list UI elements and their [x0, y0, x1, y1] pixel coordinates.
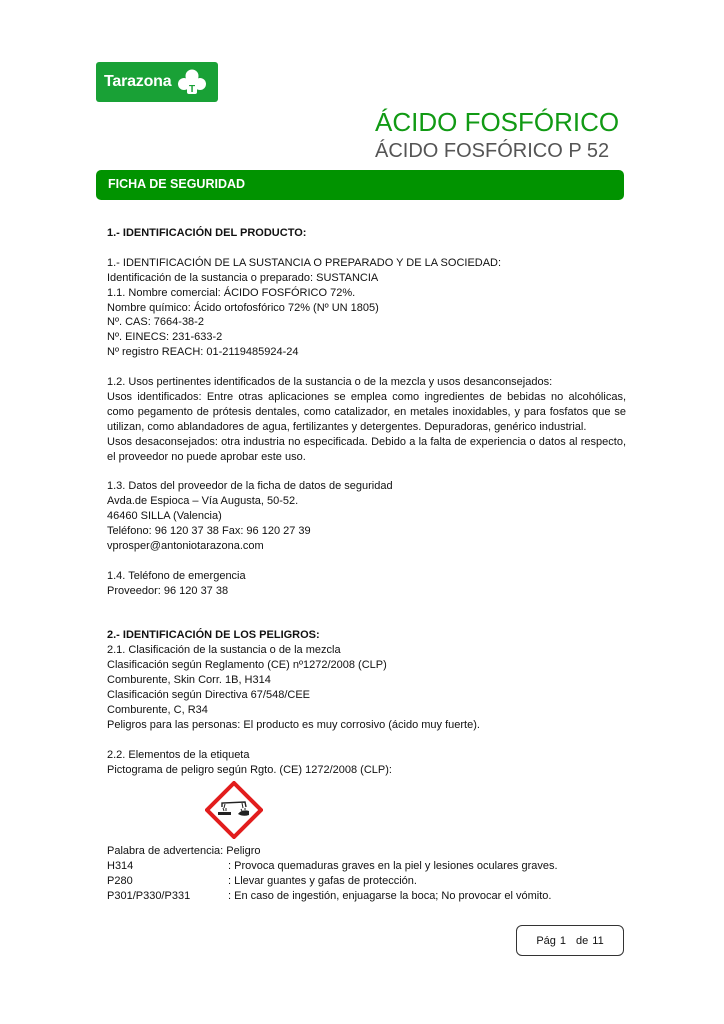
- logo-mark-letter: T: [189, 84, 196, 95]
- statement-text: : Provoca quemaduras graves en la piel y lesiones oculares graves.: [228, 860, 558, 873]
- page-label: Pág: [536, 934, 556, 947]
- statement-text: : Llevar guantes y gafas de protección.: [228, 875, 417, 888]
- section-banner: [96, 170, 624, 200]
- supplier-email: vprosper@antoniotarazona.com: [107, 539, 264, 552]
- class-line: Clasificación según Directiva 67/548/CEE: [107, 689, 310, 701]
- tarazona-logo: [96, 62, 218, 102]
- statement-code: P301/P330/P331: [107, 890, 191, 903]
- supplier-line: 46460 SILLA (Valencia): [107, 510, 222, 523]
- supplier-line: Avda.de Espioca – Vía Augusta, 50-52.: [107, 495, 299, 508]
- id-line: Identificación de la sustancia o preparado: SUSTANCIA: [107, 271, 379, 284]
- supplier-line: Teléfono: 96 120 37 38 Fax: 96 120 27 39: [107, 525, 311, 538]
- identification-block: [107, 256, 626, 360]
- id-line: Nombre químico: Ácido ortofosfórico 72% (Nº UN 1805): [107, 301, 379, 314]
- statement-code: H314: [107, 860, 134, 873]
- supplier-block: [107, 479, 626, 554]
- page-indicator: [516, 925, 624, 956]
- id-line: 1.- IDENTIFICACIÓN DE LA SUSTANCIA O PREPARADO Y DE LA SOCIEDAD:: [107, 256, 502, 269]
- label-line: 2.2. Elementos de la etiqueta: [107, 748, 250, 761]
- uses-heading: 1.2. Usos pertinentes identificados de la sustancia o de la mezcla y usos desanconsejados:: [107, 376, 553, 389]
- supplier-line: 1.3. Datos del proveedor de la ficha de datos de seguridad: [107, 480, 393, 493]
- page-subtitle: ÁCIDO FOSFÓRICO P 52: [375, 140, 610, 162]
- class-line: Comburente, C, R34: [107, 703, 208, 716]
- emergency-block: [107, 569, 626, 599]
- class-line: Peligros para las personas: El producto es muy corrosivo (ácido muy fuerte).: [107, 718, 480, 731]
- statement-row: [107, 859, 626, 874]
- signal-word: Palabra de advertencia: Peligro: [107, 845, 261, 858]
- banner-label: FICHA DE SEGURIDAD: [108, 177, 246, 191]
- class-line: 2.1. Clasificación de la sustancia o de la mezcla: [107, 644, 341, 657]
- classification-block: [107, 643, 626, 732]
- class-line: Clasificación según Reglamento (CE) nº1272/2008 (CLP): [107, 659, 387, 672]
- emergency-line: 1.4. Teléfono de emergencia: [107, 569, 246, 582]
- section1-heading: 1.- IDENTIFICACIÓN DEL PRODUCTO:: [107, 227, 307, 239]
- tree-logo-icon: [177, 67, 207, 97]
- statement-row: [107, 889, 626, 904]
- statement-code: P280: [107, 875, 133, 888]
- statement-row: [107, 874, 626, 889]
- section2-heading: 2.- IDENTIFICACIÓN DE LOS PELIGROS:: [107, 629, 320, 642]
- id-line: Nº. CAS: 7664-38-2: [107, 316, 204, 329]
- label-line: Pictograma de peligro según Rgto. (CE) 1272/2008 (CLP):: [107, 763, 392, 776]
- of-label: de: [576, 934, 589, 947]
- page-total: 11: [592, 934, 604, 947]
- logo-text: Tarazona: [104, 73, 172, 90]
- id-line: Nº registro REACH: 01-2119485924-24: [107, 346, 299, 359]
- statement-text: : En caso de ingestión, enjuagarse la boca; No provocar el vómito.: [228, 890, 552, 903]
- emergency-line: Proveedor: 96 120 37 38: [107, 584, 229, 597]
- id-line: 1.1. Nombre comercial: ÁCIDO FOSFÓRICO 72%.: [107, 286, 356, 299]
- class-line: Comburente, Skin Corr. 1B, H314: [107, 674, 271, 687]
- page-title: ÁCIDO FOSFÓRICO: [375, 107, 620, 137]
- id-line: Nº. EINECS: 231-633-2: [107, 331, 223, 344]
- uses-discouraged: Usos desaconsejados: otra industria no especificada. Debido a la falta de experiencia o datos al respecto, el proveedor no puede aprobar este uso.: [107, 435, 626, 463]
- document-body: [107, 226, 626, 904]
- corrosion-ghs05-icon: [205, 781, 263, 839]
- uses-identified: Usos identificados: Entre otras aplicaciones se emplea como ingredientes de bebidas no alcohólicas, como pegamento de prótesis dentales, como catalizador, en metales inoxidables, y para fosfatos que se utilizan, como ablandadores de agua, fertilizantes y detergentes. Depuradoras, genérico industrial.: [107, 390, 626, 433]
- page-number: 1: [559, 934, 567, 947]
